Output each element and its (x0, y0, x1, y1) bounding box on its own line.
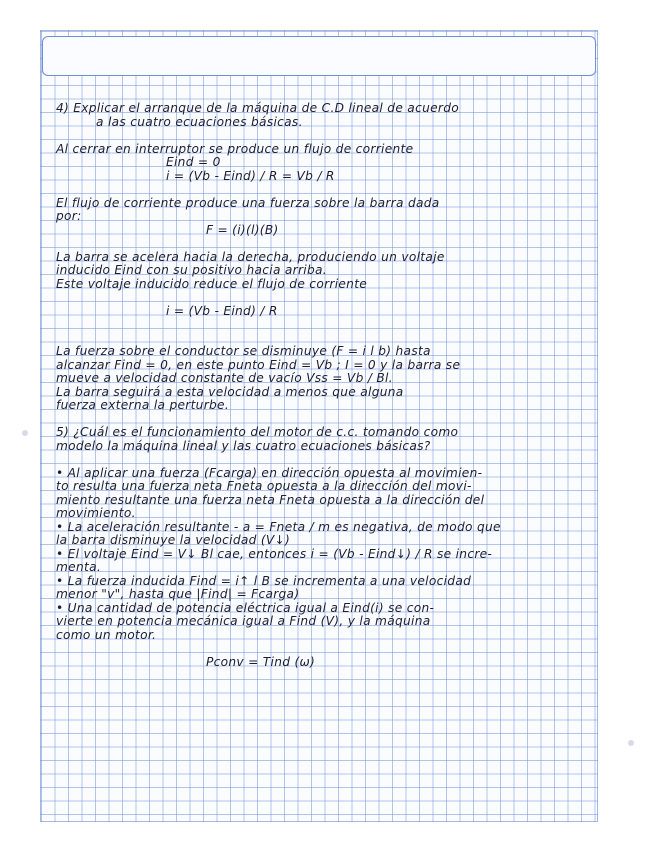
note-line-q5a: 5) ¿Cuál es el funcionamiento del motor de c.c. tomando como (56, 425, 459, 439)
handwritten-notes (56, 102, 592, 669)
page-header-box (42, 36, 596, 76)
note-line-l20: • La aceleración resultante - a = Fneta / m es negativa, de modo que (56, 519, 501, 534)
note-line-l18: miento resultante una fuerza neta Fneta opuesta a la dirección del (56, 492, 485, 507)
note-line-l7: La barra se acelera hacia la derecha, produciendo un voltaje (56, 249, 445, 264)
note-line-q4a: 4) Explicar el arranque de la máquina de C.D lineal de acuerdo (56, 101, 459, 115)
blank-line (56, 413, 592, 427)
note-line-l29: Pconv = Tind (ω) (206, 654, 316, 669)
note-line-q4b: a las cuatro ecuaciones básicas. (96, 114, 303, 129)
note-line-l11: La fuerza sobre el conductor se disminuye (F = i l b) hasta (56, 344, 431, 358)
note-line-l5: por: (56, 209, 82, 223)
binder-hole (628, 740, 634, 746)
note-line-q5b: modelo la máquina lineal y las cuatro ecuaciones básicas? (56, 438, 431, 453)
note-line-l26: • Una cantidad de potencia eléctrica igual a Eind(i) se con- (56, 600, 435, 615)
note-line-l21: la barra disminuye la velocidad (V↓) (56, 533, 291, 547)
note-line-l8: inducido Eind con su positivo hacia arriba. (56, 263, 327, 277)
note-line-l25: menor "v", hasta que |Find| = Fcarga) (56, 587, 300, 601)
note-line-l23: menta. (56, 560, 102, 574)
note-line-l4: El flujo de corriente produce una fuerza sobre la barra dada (56, 195, 440, 210)
blank-line (56, 318, 592, 332)
note-line-l17: to resulta una fuerza neta Fneta opuesta a la dirección del movi- (56, 479, 472, 493)
blank-line (56, 237, 592, 251)
note-line-l24: • La fuerza inducida Find = i↑ l B se incrementa a una velocidad (56, 573, 472, 588)
note-line-l3: i = (Vb - Eind) / R = Vb / R (166, 168, 335, 183)
note-line-l14: La barra seguirá a esta velocidad a menos que alguna (56, 384, 404, 399)
note-line-l28: como un motor. (56, 627, 157, 642)
blank-line (56, 642, 592, 656)
binder-hole (22, 430, 28, 436)
note-line-l16: • Al aplicar una fuerza (Fcarga) en dirección opuesta al movimien- (56, 465, 483, 480)
note-line-l1: Al cerrar en interruptor se produce un flujo de corriente (56, 141, 414, 156)
note-line-l13: mueve a velocidad constante de vacío Vss = Vb / Bl. (56, 371, 393, 385)
note-line-l10: i = (Vb - Eind) / R (166, 303, 278, 318)
note-line-l15: fuerza externa la perturbe. (56, 398, 230, 412)
note-line-l19: movimiento. (56, 506, 136, 520)
note-line-l9: Este voltaje inducido reduce el flujo de corriente (56, 276, 368, 291)
note-line-l27: vierte en potencia mecánica igual a Find (V), y la máquina (56, 614, 431, 628)
note-line-l12: alcanzar Find = 0, en este punto Eind = Vb ; I = 0 y la barra se (56, 357, 461, 372)
note-line-l6: F = (i)(l)(B) (206, 222, 279, 237)
blank-line (56, 453, 592, 467)
blank-line (56, 291, 592, 305)
blank-line (56, 183, 592, 197)
note-line-l22: • El voltaje Eind = V↓ Bl cae, entonces i = (Vb - Eind↓) / R se incre- (56, 546, 493, 561)
note-line-l2: Eind = 0 (166, 155, 221, 169)
blank-line (56, 129, 592, 143)
blank-line (56, 332, 592, 346)
